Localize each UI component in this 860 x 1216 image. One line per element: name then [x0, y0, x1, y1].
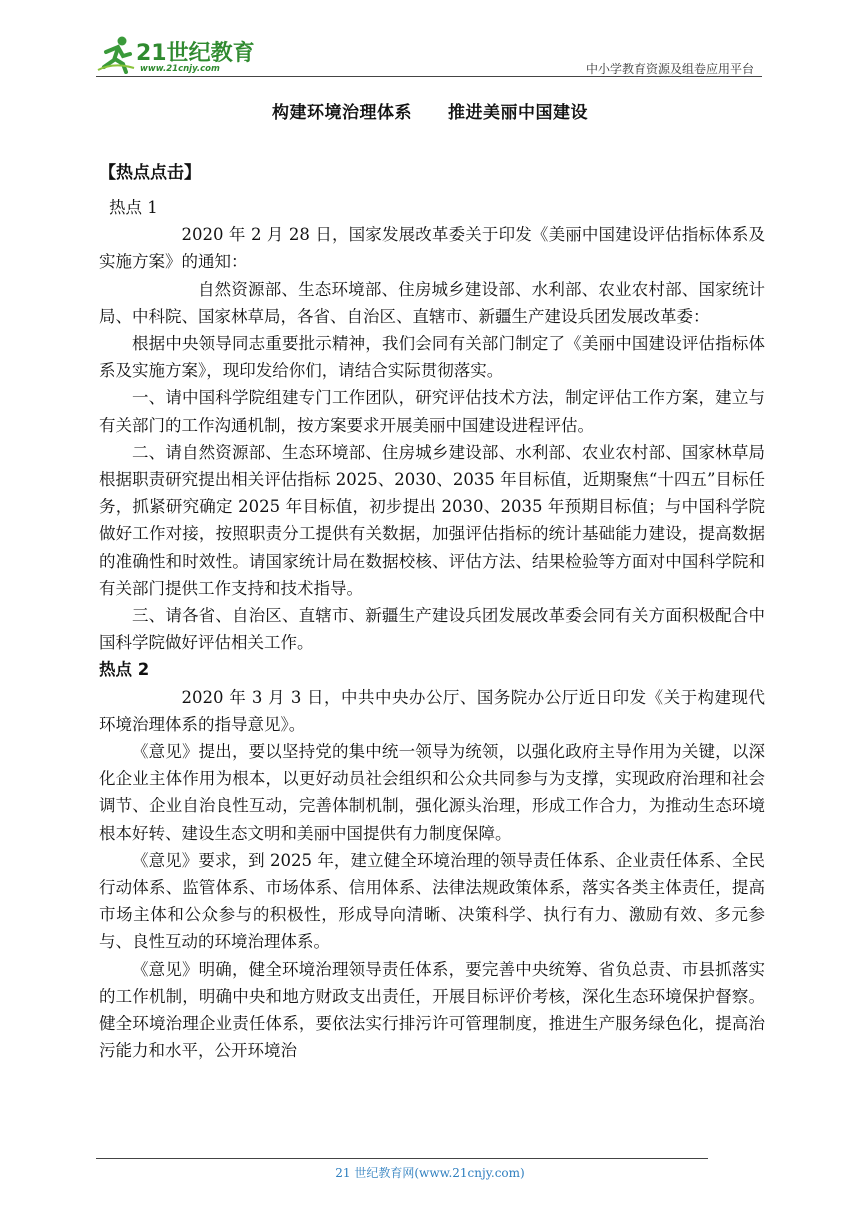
- document-title: [0, 98, 860, 123]
- logo-name: 21世纪教育: [136, 41, 255, 66]
- hot1-paragraph-6: 三、请各省、自治区、直辖市、新疆生产建设兵团发展改革委会同有关方面积极配合中国科学院做好评估相关工作。: [99, 606, 765, 653]
- footer-divider: [96, 1158, 708, 1159]
- hot2-paragraph-2: 《意见》提出，要以坚持党的集中统一领导为统领，以强化政府主导作用为关键，以深化企业主体作用为根本，以更好动员社会组织和公众共同参与为支撑，实现政府治理和社会调节、企业自治良性互动，完善体制机制，强化源头治理，形成工作合力，为推动生态环境根本好转、建设生态文明和美丽中国提供有力制度保障。: [99, 742, 765, 843]
- logo-url: www.21cnjy.com: [140, 64, 220, 74]
- page-header: [96, 30, 762, 80]
- hot2-paragraph-4: 《意见》明确，健全环境治理领导责任体系，要完善中央统筹、省负总责、市县抓落实的工作机制，明确中央和地方财政支出责任，开展目标评价考核，深化生态环境保护督察。健全环境治理企业责任体系，要依法实行排污许可管理制度，推进生产服务绿色化，提高治污能力和水平，公开环境治: [99, 959, 765, 1061]
- header-divider: [96, 76, 762, 77]
- platform-tagline: 中小学教育资源及组卷应用平台: [585, 62, 754, 76]
- section-heading: 【热点点击】: [99, 163, 201, 183]
- hot1-paragraph-4: 一、请中国科学院组建专门工作团队，研究评估技术方法，制定评估工作方案，建立与有关部门的工作沟通机制，按方案要求开展美丽中国建设进程评估。: [99, 388, 765, 435]
- page-footer: 21 世纪教育网(www.21cnjy.com): [335, 1166, 525, 1180]
- hot1-paragraph-2: 自然资源部、生态环境部、住房城乡建设部、水利部、农业农村部、国家统计局、中科院、国家林草局，各省、自治区、直辖市、新疆生产建设兵团发展改革委：: [99, 279, 765, 326]
- hot1-paragraph-1: 2020 年 2 月 28 日，国家发展改革委关于印发《美丽中国建设评估指标体系及实施方案》的通知：: [99, 225, 765, 272]
- logo: [96, 34, 266, 78]
- hot2-paragraph-1: 2020 年 3 月 3 日，中共中央办公厅、国务院办公厅近日印发《关于构建现代环境治理体系的指导意见》。: [99, 687, 765, 734]
- hot1-label: 热点 1: [109, 198, 158, 217]
- hot2-paragraph-3: 《意见》要求，到 2025 年，建立健全环境治理的领导责任体系、企业责任体系、全民行动体系、监管体系、市场体系、信用体系、法律法规政策体系，落实各类主体责任，提高市场主体和公众参与的积极性，形成导向清晰、决策科学、执行有力、激励有效、多元参与、良性互动的环境治理体系。: [99, 850, 765, 952]
- hot1-paragraph-5: 二、请自然资源部、生态环境部、住房城乡建设部、水利部、农业农村部、国家林草局根据职责研究提出相关评估指标 2025、2030、2035 年目标值，近期聚焦“十四五”目标任务，抓紧研究确定 2025 年目标值，初步提出 2030、2035 年预期目标值；与中国科学院做好工作对接，按照职责分工提供有关数据，加强评估指标的统计基础能力建设，提高数据的准确性和时效性。请国家统计局在数据校核、评估方法、结果检验等方面对中国科学院和有关部门提供工作支持和技术指导。: [99, 442, 765, 598]
- runner-logo-icon: [96, 34, 136, 74]
- hot1-paragraph-3: 根据中央领导同志重要批示精神，我们会同有关部门制定了《美丽中国建设评估指标体系及实施方案》，现印发给你们，请结合实际贯彻落实。: [99, 334, 765, 381]
- hot2-label: 热点 2: [99, 660, 150, 680]
- document-body: [99, 158, 765, 1065]
- title-part-1: 构建环境治理体系: [272, 103, 412, 123]
- title-part-2: 推进美丽中国建设: [448, 103, 588, 123]
